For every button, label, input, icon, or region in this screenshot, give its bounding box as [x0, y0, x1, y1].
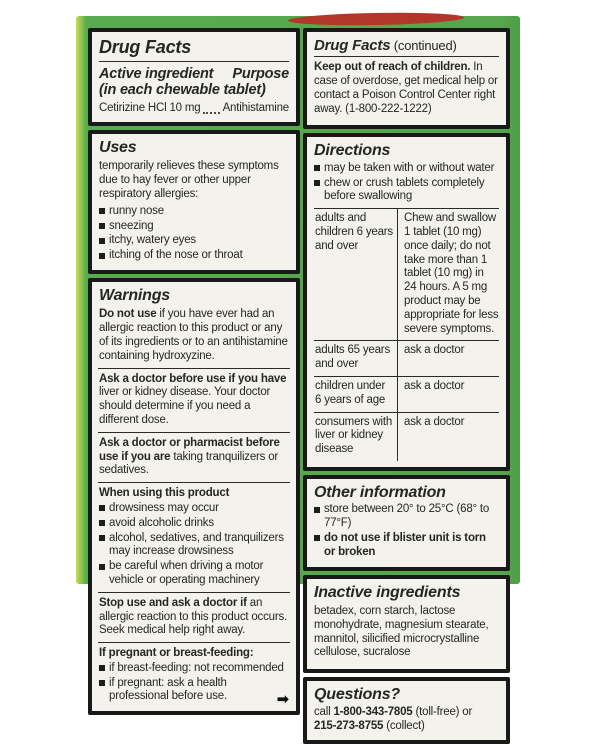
uses-title: Uses: [99, 139, 137, 156]
when-using-title: When using this product: [99, 487, 230, 500]
bullet-square-icon: [99, 680, 105, 686]
bullet-square-icon: [314, 180, 320, 186]
warnings-title: Warnings: [99, 286, 171, 304]
other-information-title: Other information: [314, 483, 446, 501]
panel-uses: [88, 130, 300, 274]
list-item: if breast-feeding: not recommended: [99, 662, 289, 676]
bullet-square-icon: [99, 223, 105, 229]
table-row: [314, 412, 499, 461]
list-item: if pregnant: ask a health professional before use.: [99, 677, 289, 705]
table-row: [314, 340, 499, 376]
dosage-instruction: ask a doctor: [404, 415, 465, 428]
bullet-square-icon: [99, 564, 105, 570]
panel-directions: [303, 133, 510, 471]
bullet-square-icon: [99, 520, 105, 526]
panel-drug-facts: [88, 28, 300, 126]
dosage-table: [314, 208, 499, 461]
inactive-ingredients-title: Inactive ingredients: [314, 583, 461, 601]
questions-title: Questions?: [314, 686, 401, 704]
list-item: be careful when driving a motor vehicle or operating machinery: [99, 560, 289, 588]
list-item: chew or crush tablets completely before swallowing: [314, 177, 499, 205]
drug-facts-continued-title: Drug Facts (continued): [314, 37, 457, 54]
panel-questions: [303, 677, 510, 744]
phone-line-1: call 1-800-343-7805 (toll-free) or: [314, 705, 473, 718]
ingredient-name: Cetirizine HCl 10 mg: [99, 102, 201, 115]
dosage-instruction: ask a doctor: [404, 344, 465, 357]
bullet-square-icon: [99, 535, 105, 541]
list-item: itchy, watery eyes: [99, 234, 289, 248]
list-item: sneezing: [99, 220, 289, 234]
uses-intro: temporarily relieves these symptoms due to hay fever or other upper respiratory allergies:: [99, 160, 279, 200]
list-item: store between 20° to 25°C (68° to 77°F): [314, 503, 499, 531]
bullet-square-icon: [99, 665, 105, 671]
divider: [98, 482, 290, 483]
divider: [98, 432, 290, 433]
divider: [98, 642, 290, 643]
bullet-square-icon: [314, 535, 320, 541]
dosage-instruction: ask a doctor: [404, 379, 465, 392]
bullet-square-icon: [99, 253, 105, 259]
panel-drug-facts-continued: [303, 28, 510, 129]
active-ingredient-heading: Active ingredient: [99, 65, 214, 82]
panel-other-information: [303, 475, 510, 571]
panel-inactive-ingredients: [303, 575, 510, 674]
stop-use-paragraph: Stop use and ask a doctor if an allergic reaction to this product occurs. Seek medical help right away.: [99, 596, 288, 637]
continue-arrow-icon: ➡: [276, 690, 289, 709]
list-item: runny nose: [99, 205, 289, 219]
divider: [99, 61, 289, 62]
directions-title: Directions: [314, 142, 391, 160]
keep-out-paragraph: Keep out of reach of children. In case of overdose, get medical help or contact a Poison Control Center right away. (1-800-222-1222): [314, 61, 498, 115]
dotted-leader: [203, 112, 219, 114]
divider: [98, 368, 290, 369]
bullet-square-icon: [99, 208, 105, 214]
dosage-group: adults and children 6 years and over: [314, 209, 398, 340]
panel-warnings: [88, 278, 300, 715]
bullet-square-icon: [314, 507, 320, 513]
list-item: drowsiness may occur: [99, 502, 289, 516]
list-item: avoid alcoholic drinks: [99, 517, 289, 531]
list-item: alcohol, sedatives, and tranquilizers may increase drowsiness: [99, 532, 289, 560]
dosage-group: consumers with liver or kidney disease: [314, 413, 398, 461]
toll-free-number: 1-800-343-7805: [333, 705, 413, 718]
list-item: itching of the nose or throat: [99, 249, 289, 263]
drug-facts-title: Drug Facts: [99, 37, 192, 57]
divider: [98, 592, 290, 593]
dosage-group: adults 65 years and over: [314, 341, 398, 376]
dosage-group: children under 6 years of age: [314, 377, 398, 412]
active-ingredient-header: [99, 66, 289, 83]
purpose-value: Antihistamine: [222, 102, 289, 115]
active-ingredient-row: [99, 102, 289, 116]
bullet-square-icon: [99, 238, 105, 244]
list-item: may be taken with or without water: [314, 162, 499, 176]
inactive-ingredients-list: betadex, corn starch, lactose monohydrate, magnesium stearate, mannitol, silicified microcrystalline cellulose, sucralose: [314, 604, 489, 659]
dosage-instruction: Chew and swallow 1 tablet (10 mg) once daily; do not take more than 1 tablet (10 mg) in 24 hours. A 5 mg product may be appropriate for less severe symptoms.: [404, 212, 499, 335]
bullet-square-icon: [99, 505, 105, 511]
collect-number: 215-273-8755: [314, 720, 384, 733]
bullet-square-icon: [314, 165, 320, 171]
phone-line-2: 215-273-8755 (collect): [314, 720, 425, 733]
label-right-column: [303, 28, 510, 744]
pregnant-title: If pregnant or breast-feeding:: [99, 647, 254, 660]
ask-doctor-paragraph: Ask a doctor before use if you have liver or kidney disease. Your doctor should determine if you need a different dose.: [99, 372, 287, 426]
do-not-use-paragraph: Do not use if you have ever had an allergic reaction to this product or any of its ingredients or to an antihistamine containing hydroxyzine.: [99, 308, 288, 362]
ask-pharmacist-paragraph: Ask a doctor or pharmacist before use if you are taking tranquilizers or sedatives.: [99, 436, 280, 477]
medicine-carton-back: [76, 16, 520, 733]
label-left-column: [88, 28, 300, 715]
list-item: do not use if blister unit is torn or broken: [314, 532, 499, 560]
table-row: [314, 376, 499, 412]
divider: [314, 56, 499, 57]
active-ingredient-subheading: (in each chewable tablet): [99, 81, 266, 98]
purpose-heading: Purpose: [232, 65, 289, 82]
carton-red-accent: [288, 11, 464, 26]
table-row: [314, 209, 499, 340]
